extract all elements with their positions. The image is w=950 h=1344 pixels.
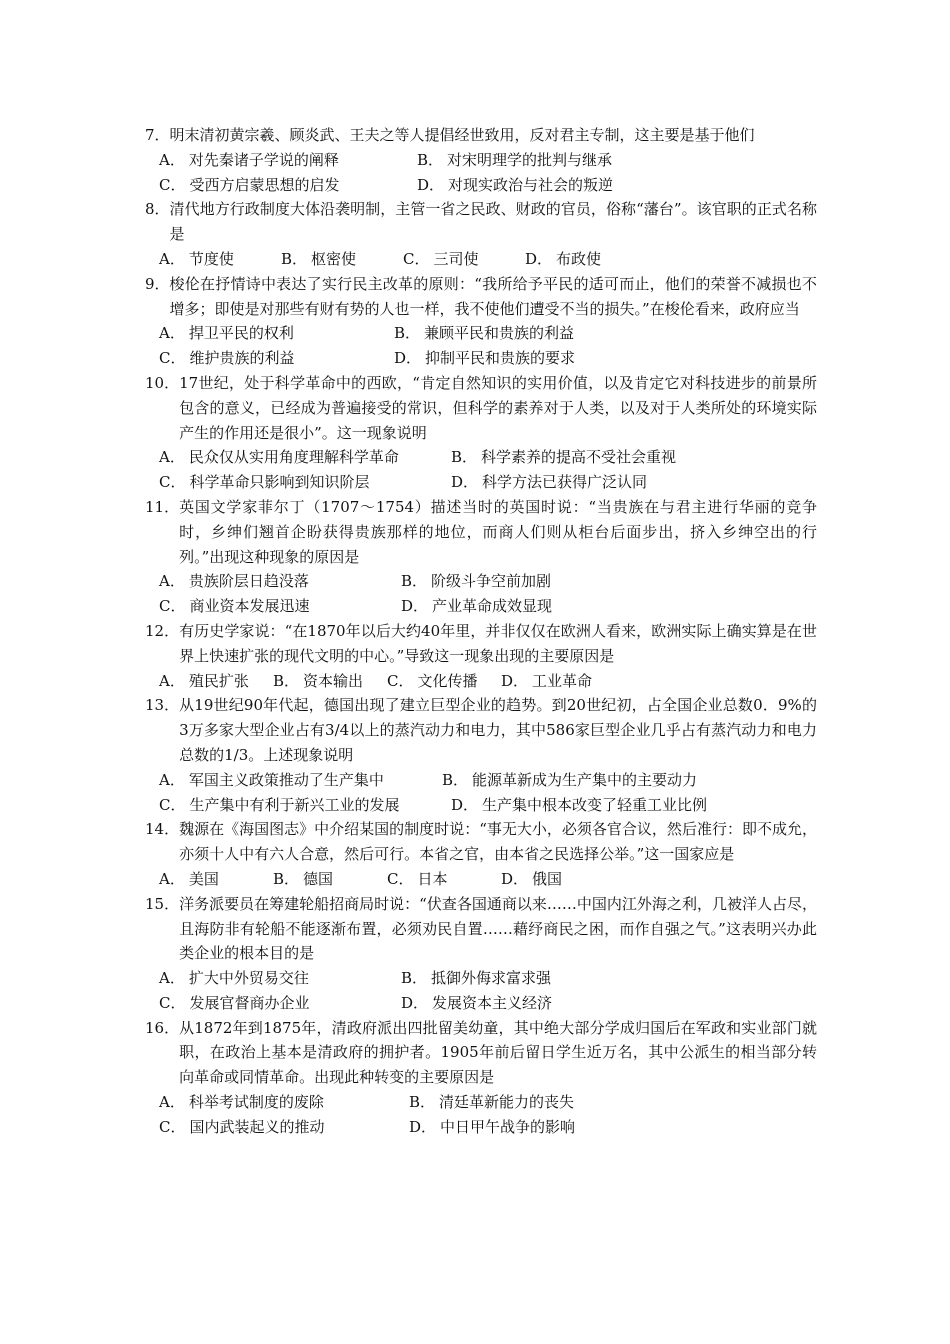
question-number: 15． xyxy=(145,894,180,913)
option-b: B． 科学素养的提高不受社会重视 xyxy=(451,448,677,467)
option-row xyxy=(145,991,817,1016)
question-text: 明末清初黄宗羲、顾炎武、王夫之等人提倡经世致用，反对君主专制，这主要是基于他们 xyxy=(169,126,755,144)
question-stem xyxy=(145,123,817,148)
question-number: 14． xyxy=(145,820,180,839)
question-stem xyxy=(145,619,817,669)
option-row xyxy=(145,148,817,173)
option-d: D． 俄国 xyxy=(501,869,563,888)
option-row xyxy=(145,966,817,991)
question-11 xyxy=(145,495,817,619)
option-c: C． 维护贵族的利益 xyxy=(159,349,295,368)
option-a: A． 扩大中外贸易交往 xyxy=(159,969,309,988)
question-14 xyxy=(145,817,817,891)
question-stem xyxy=(145,197,817,247)
option-row xyxy=(145,867,817,892)
question-text: 洋务派要员在筹建轮船招商局时说：“伏查各国通商以来……中国内江外海之利，几被洋人占尽，且海防非有轮船不能逐渐布置，必须劝民自置……藉纾商民之困，而作自强之气。”这表明兴办此类企业的根本目的是 xyxy=(179,894,817,963)
option-d: D． 工业革命 xyxy=(501,671,593,690)
question-text: 英国文学家菲尔丁（1707～1754）描述当时的英国时说：“当贵族在与君主进行华丽的竞争时，乡绅们翘首企盼获得贵族那样的地位，而商人们则从柜台后面步出，挤入乡绅空出的行列。”出现这种现象的原因是 xyxy=(179,497,817,566)
option-b: B． 阶级斗争空前加剧 xyxy=(401,572,552,591)
option-row xyxy=(145,594,817,619)
option-row xyxy=(145,173,817,198)
option-c: C． 发展官督商办企业 xyxy=(159,993,310,1012)
question-12 xyxy=(145,619,817,693)
option-row xyxy=(145,768,817,793)
option-d: D． 布政使 xyxy=(525,249,602,268)
option-b: B． 抵御外侮求富求强 xyxy=(401,969,552,988)
question-text: 有历史学家说：“在1870年以后大约40年里，并非仅仅在欧洲人看来，欧洲实际上确实算是在世界上快速扩张的现代文明的中心。”导致这一现象出现的主要原因是 xyxy=(179,621,817,665)
question-number: 13． xyxy=(145,696,180,715)
question-text: 魏源在《海国图志》中介绍某国的制度时说：“事无大小，必须各官合议，然后准行：即不成允，亦须十人中有六人合意，然后可行。本省之官，由本省之民选择公举。”这一国家应是 xyxy=(179,820,817,864)
option-a: A． 对先秦诸子学说的阐释 xyxy=(159,150,339,169)
question-8 xyxy=(145,197,817,271)
question-number: 10． xyxy=(145,373,180,392)
question-stem xyxy=(145,693,817,767)
option-d: D． 中日甲午战争的影响 xyxy=(409,1117,576,1136)
option-b: B． 对宋明理学的批判与继承 xyxy=(417,150,613,169)
option-row xyxy=(145,445,817,470)
option-d: D． 产业革命成效显现 xyxy=(401,597,553,616)
question-text: 17世纪，处于科学革命中的西欧，“肯定自然知识的实用价值，以及肯定它对科技进步的前景所包含的意义，已经成为普遍接受的常识，但科学的素养对于人类，以及对于人类所处的环境实际产生的作用还是很小”。这一现象说明 xyxy=(179,373,817,442)
option-b: B． 兼顾平民和贵族的利益 xyxy=(394,324,575,343)
question-stem xyxy=(145,892,817,966)
option-row xyxy=(145,1090,817,1115)
option-row xyxy=(145,470,817,495)
exam-page xyxy=(145,123,817,1140)
question-number: 9． xyxy=(145,274,170,293)
option-a: A． 科举考试制度的废除 xyxy=(159,1093,324,1112)
option-row xyxy=(145,793,817,818)
question-stem xyxy=(145,817,817,867)
question-7 xyxy=(145,123,817,197)
question-stem xyxy=(145,1016,817,1090)
option-a: A． 捍卫平民的权利 xyxy=(159,324,294,343)
option-b: B． 枢密使 xyxy=(281,249,357,268)
question-text: 清代地方行政制度大体沿袭明制，主管一省之民政、财政的官员，俗称“藩台”。该官职的正式名称是 xyxy=(169,200,817,244)
option-row xyxy=(145,321,817,346)
question-text: 从1872年到1875年，清政府派出四批留美幼童，其中绝大部分学成归国后在军政和实业部门就职，在政治上基本是清政府的拥护者。1905年前后留日学生近万名，其中公派生的相当部分转向革命或同情革命。出现此种转变的主要原因是 xyxy=(179,1018,817,1087)
option-a: A． 贵族阶层日趋没落 xyxy=(159,572,309,591)
option-d: D． 生产集中根本改变了轻重工业比例 xyxy=(451,795,708,814)
option-row xyxy=(145,669,817,694)
option-c: C． 文化传播 xyxy=(387,671,478,690)
question-16 xyxy=(145,1016,817,1140)
question-15 xyxy=(145,892,817,1016)
option-d: D． 对现实政治与社会的叛逆 xyxy=(417,175,614,194)
option-d: D． 发展资本主义经济 xyxy=(401,993,553,1012)
option-b: B． 资本输出 xyxy=(273,671,364,690)
question-number: 11． xyxy=(145,497,180,516)
option-a: A． 节度使 xyxy=(159,249,234,268)
option-row xyxy=(145,346,817,371)
question-number: 7． xyxy=(145,126,170,144)
question-9 xyxy=(145,272,817,371)
question-stem xyxy=(145,371,817,445)
question-10 xyxy=(145,371,817,495)
option-row xyxy=(145,569,817,594)
option-c: C． 国内武装起义的推动 xyxy=(159,1117,325,1136)
question-text: 从19世纪90年代起，德国出现了建立巨型企业的趋势。到20世纪初，占全国企业总数0．9%的3万多家大型企业占有3/4以上的蒸汽动力和电力，其中586家巨型企业几乎占有蒸汽动力和电力总数的1/3。上述现象说明 xyxy=(179,696,817,764)
option-b: B． 德国 xyxy=(273,869,334,888)
option-b: B． 能源革新成为生产集中的主要动力 xyxy=(442,770,698,789)
option-a: A． 民众仅从实用角度理解科学革命 xyxy=(159,448,399,467)
option-c: C． 受西方启蒙思想的启发 xyxy=(159,175,340,194)
question-stem xyxy=(145,272,817,322)
option-d: D． 抑制平民和贵族的要求 xyxy=(394,349,576,368)
option-row xyxy=(145,1115,817,1140)
option-c: C． 生产集中有利于新兴工业的发展 xyxy=(159,795,400,814)
option-a: A． 军国主义政策推动了生产集中 xyxy=(159,770,384,789)
option-a: A． 殖民扩张 xyxy=(159,671,249,690)
question-number: 16． xyxy=(145,1018,180,1037)
option-a: A． 美国 xyxy=(159,869,219,888)
option-d: D． 科学方法已获得广泛认同 xyxy=(451,473,648,492)
option-c: C． 科学革命只影响到知识阶层 xyxy=(159,473,370,492)
option-b: B． 清廷革新能力的丧失 xyxy=(409,1093,575,1112)
option-row xyxy=(145,247,817,272)
question-text: 梭伦在抒情诗中表达了实行民主改革的原则：“我所给予平民的适可而止，他们的荣誉不减损也不增多；即使是对那些有财有势的人也一样，我不使他们遭受不当的损失。”在梭伦看来，政府应当 xyxy=(169,274,817,318)
question-stem xyxy=(145,495,817,569)
question-number: 12． xyxy=(145,621,180,640)
option-c: C． 日本 xyxy=(387,869,448,888)
option-c: C． 商业资本发展迅速 xyxy=(159,597,310,616)
option-c: C． 三司使 xyxy=(403,249,479,268)
question-number: 8． xyxy=(145,200,170,219)
question-13 xyxy=(145,693,817,817)
